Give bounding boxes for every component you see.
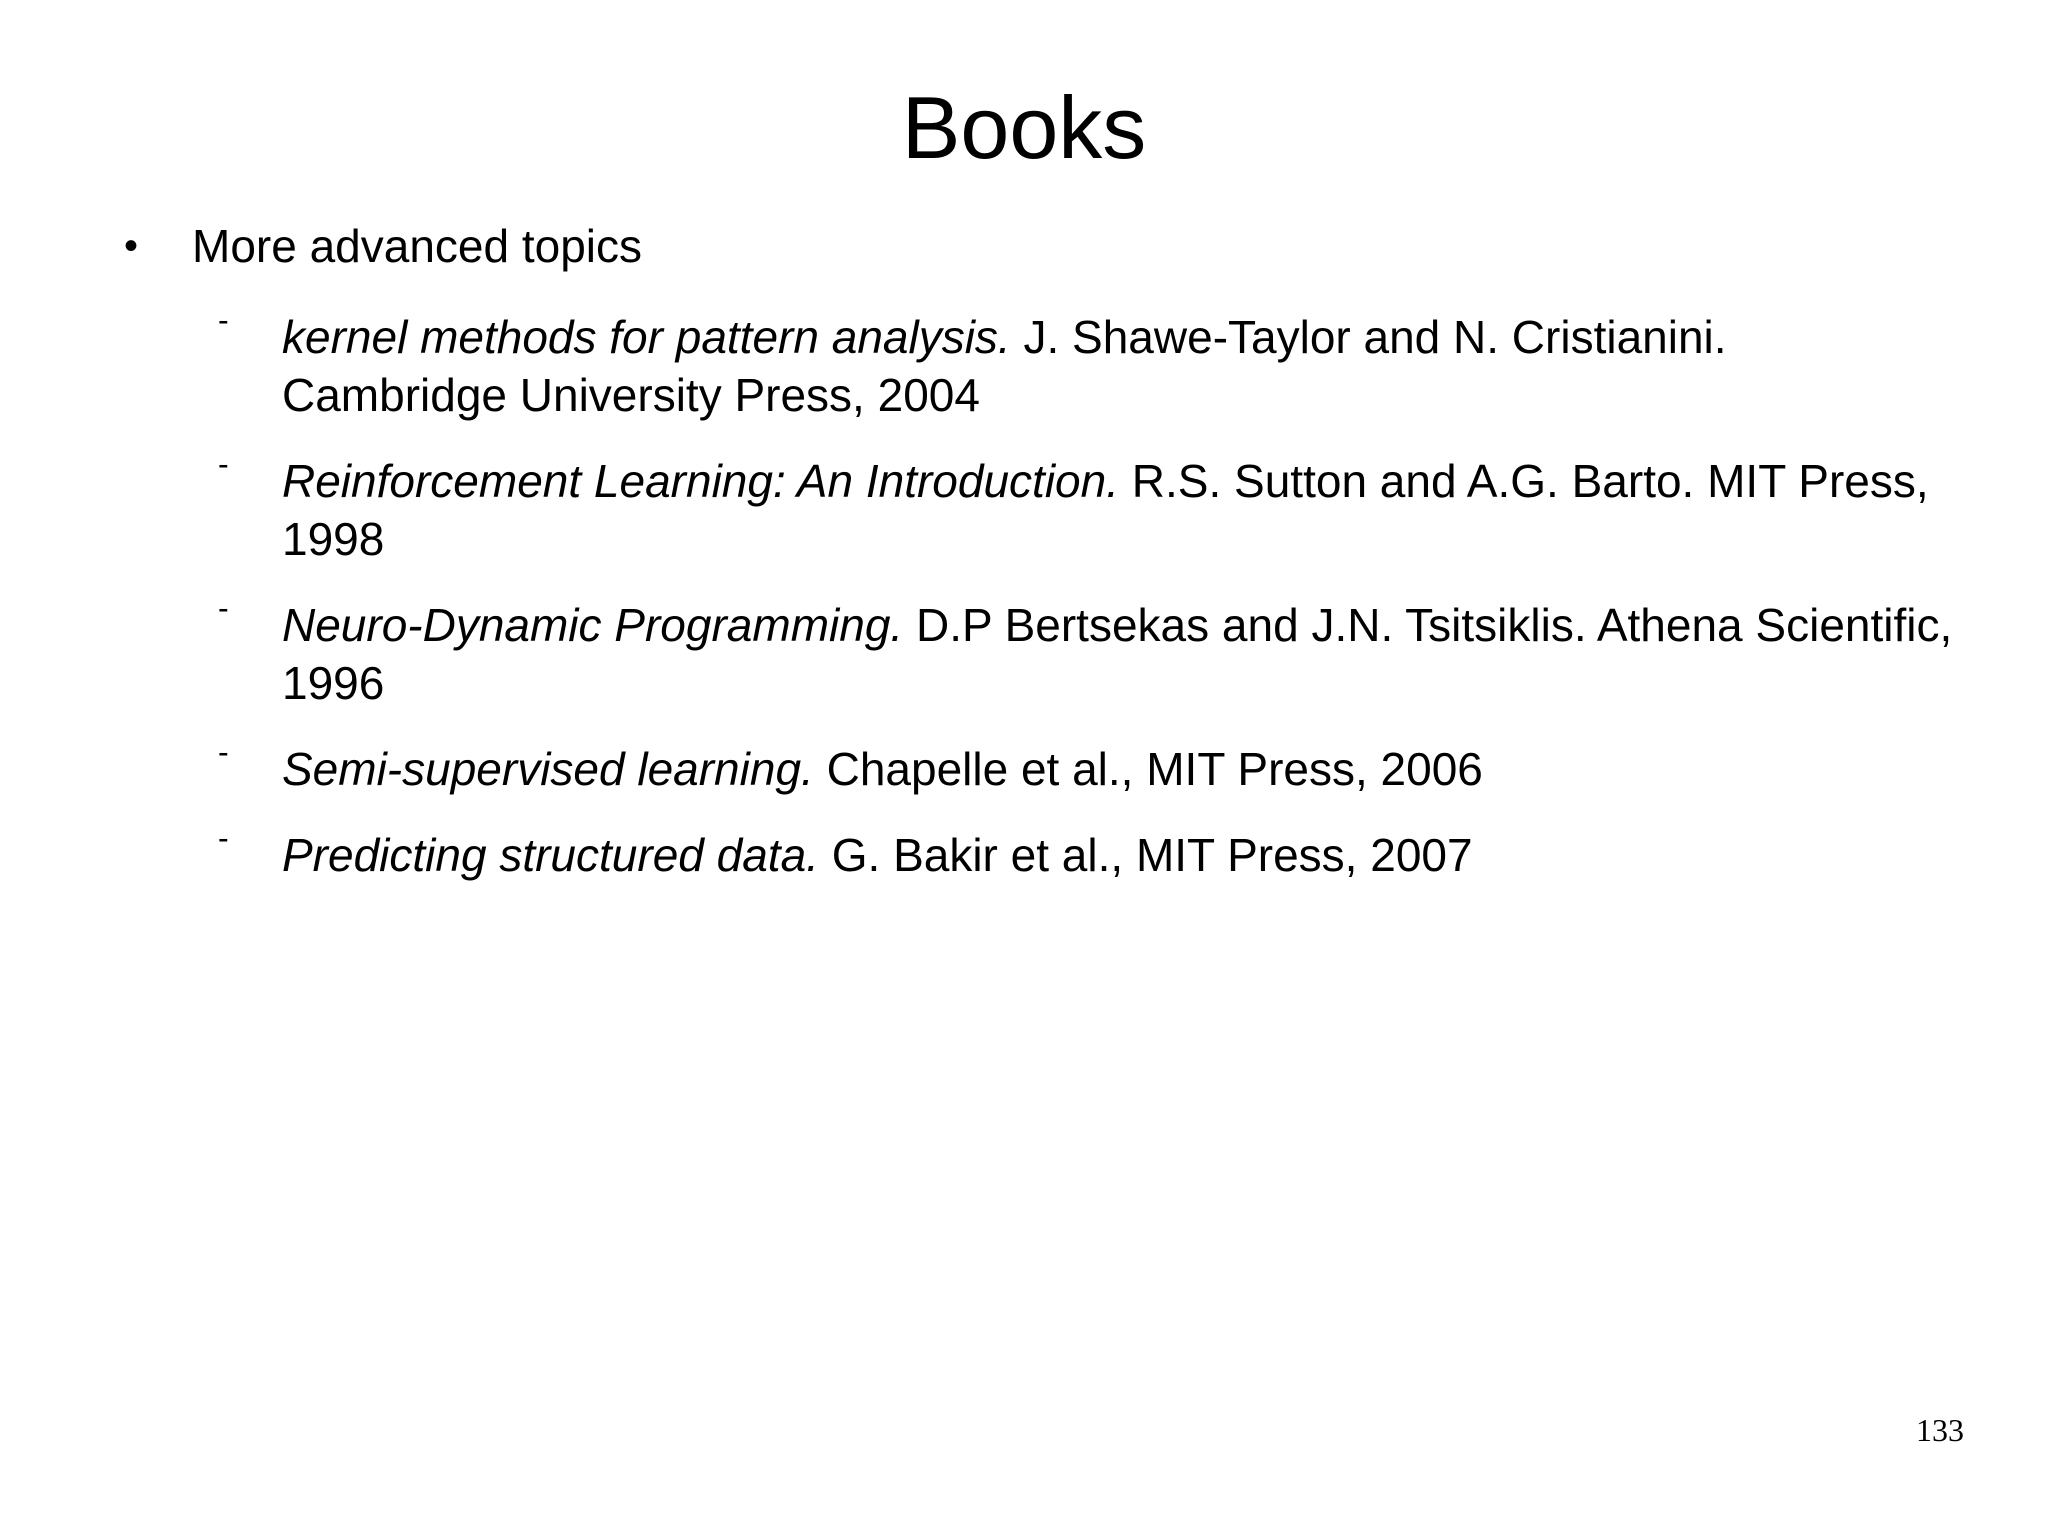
book-title: Neuro-Dynamic Programming. [282,599,904,651]
book-item-reinforcement-learning [218,446,1958,568]
book-item-kernel-methods [218,302,1958,424]
book-details: G. Bakir et al., MIT Press, 2007 [831,829,1473,881]
book-item-predicting-structured-data [218,820,1958,884]
dash-icon: - [218,302,229,338]
book-item-neuro-dynamic-programming [218,590,1958,712]
book-details: D.P Bertsekas and J.N. Tsitsiklis. Athena Scientific, 1996 [282,599,1953,709]
book-list [218,302,1958,912]
page-number: 133 [1916,1412,1964,1448]
bullet-dot-icon: • [124,224,139,268]
dash-icon: - [218,446,229,482]
book-details: Chapelle et al., MIT Press, 2006 [826,743,1483,795]
dash-icon: - [218,820,229,856]
book-item-semi-supervised-learning [218,734,1958,798]
book-details: R.S. Sutton and A.G. Barto. MIT Press, 1998 [282,455,1929,565]
book-title: Reinforcement Learning: An Introduction. [282,455,1120,507]
bullet-text: More advanced topics [192,220,643,272]
book-title: kernel methods for pattern analysis. [282,311,1011,363]
book-title: Semi-supervised learning. [282,743,814,795]
dash-icon: - [218,734,229,770]
dash-icon: - [218,590,229,626]
book-details: J. Shawe-Taylor and N. Cristianini. Cambridge University Press, 2004 [282,311,1727,421]
book-title: Predicting structured data. [282,829,819,881]
slide-title: Books [901,78,1147,177]
